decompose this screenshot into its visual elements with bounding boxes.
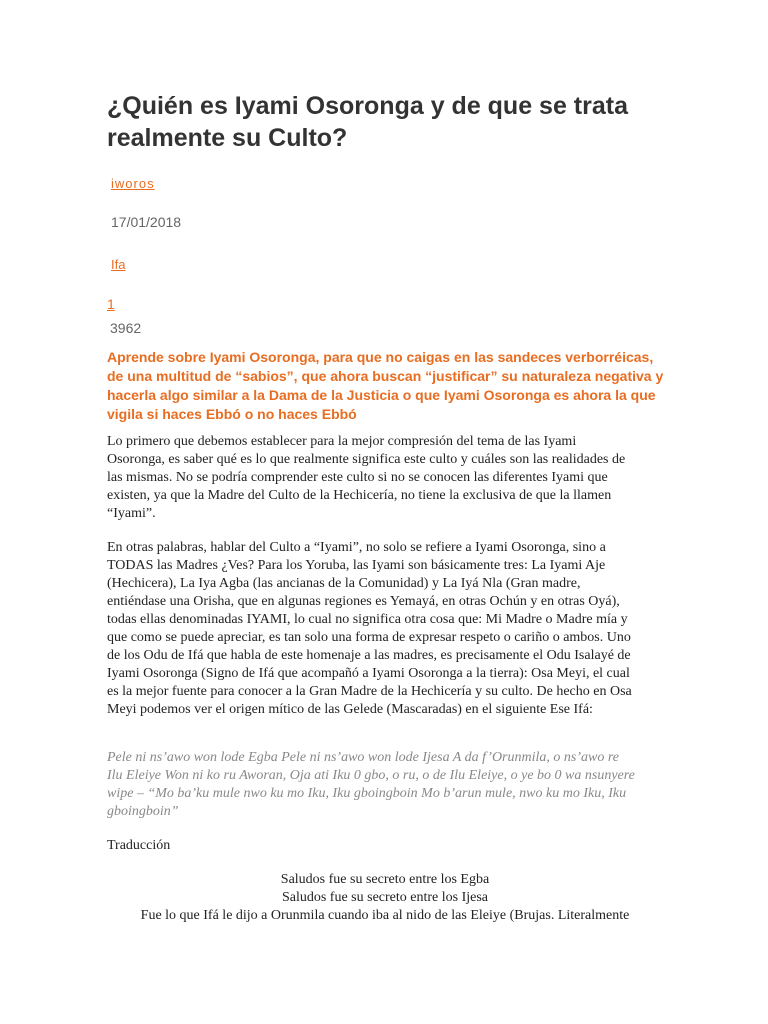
author-link[interactable]: iworos bbox=[111, 176, 155, 191]
comments-count-link[interactable]: 1 bbox=[107, 296, 115, 312]
body-paragraph: En otras palabras, hablar del Culto a “Iyami”, no solo se refiere a Iyami Osoronga, sino a TODAS las Madres ¿Ves? Para los Yoruba, las Iyami son básicamente tres: La Iyami Aje (Hechicera), La Iya Agba (las ancianas de la Comunidad) y La Iyá Nla (Gran madre, entiéndase una Orisha, que en algunas regiones es Yemayá, en otras Ochún y en otras Oyá), todas ellas denominadas IYAMI, lo cual no significa otra cosa que: Mi Madre o Madre mía y que como se puede apreciar, es tan solo una forma de expresar respeto o cariño o ambos. Uno de los Odu de Ifá que habla de este homenaje a las madres, es precisamente el Odu Isalayé de Iyami Osoronga (Signo de Ifá que acompañó a Iyami Osoronga a la tierra): Osa Meyi, el cual es la mejor fuente para conocer a la Gran Madre de la Hechicería y su culto. De hecho en Osa Meyi podemos ver el origen mítico de las Gelede (Mascaradas) en el siguiente Ese Ifá: bbox=[107, 540, 632, 717]
views-count: 3962 bbox=[110, 320, 142, 336]
translation-line: Fue lo que Ifá le dijo a Orunmila cuando iba al nido de las Eleiye (Brujas. Literalmente bbox=[140, 908, 630, 923]
category-link[interactable]: Ifa bbox=[111, 257, 126, 272]
translation-label: Traducción bbox=[107, 838, 171, 853]
article-title: ¿Quién es Iyami Osoronga y de que se trata realmente su Culto? bbox=[107, 92, 628, 152]
translation-line: Saludos fue su secreto entre los Ijesa bbox=[281, 890, 489, 905]
translation-line: Saludos fue su secreto entre los Egba bbox=[280, 872, 490, 887]
ifa-verse-quote: Pele ni ns’awo won lode Egba Pele ni ns’awo won lode Ijesa A da f’Orunmila, o ns’awo re Ilu Eleiye Won ni ko ru Aworan, Oja ati Iku 0 gbo, o ru, o de Ilu Eleiye, o ye bo 0 wa nsunyere wipe – “Mo ba’ku mule nwo ku mo Iku, Iku gboingboin Mo b’arun mule, nwo ku mo Iku, Iku gboingboin” bbox=[107, 750, 635, 819]
body-paragraph: Lo primero que debemos establecer para la mejor compresión del tema de las Iyami Osoronga, es saber qué es lo que realmente significa este culto y cuáles son las realidades de las mismas. No se podría comprender este culto si no se conocen las diferentes Iyami que existen, ya que la Madre del Culto de la Hechicería, no tiene la exclusiva de que la llamen “Iyami”. bbox=[107, 434, 626, 521]
publish-date: 17/01/2018 bbox=[111, 214, 182, 230]
article-lead: Aprende sobre Iyami Osoronga, para que no caigas en las sandeces verborréicas, de una multitud de “sabios”, que ahora buscan “justificar” su naturaleza negativa y hacerla algo similar a la Dama de la Justicia o que Iyami Osoronga es ahora la que vigila si haces Ebbó o no haces Ebbó bbox=[107, 349, 664, 422]
translation-verses bbox=[60, 871, 710, 925]
